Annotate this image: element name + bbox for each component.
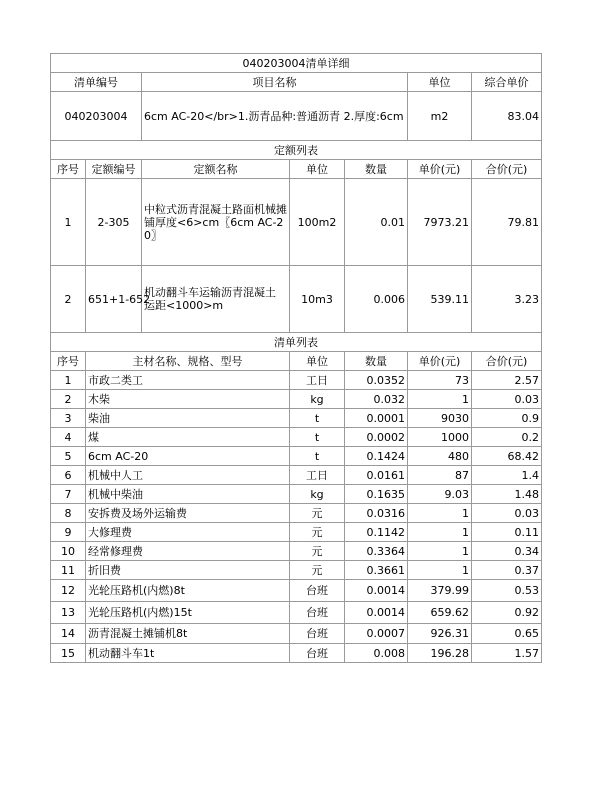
material-no: 13 [51, 602, 86, 624]
quota-price: 7973.21 [408, 179, 472, 266]
material-row [51, 504, 542, 523]
material-total: 0.53 [472, 580, 542, 602]
material-row [51, 466, 542, 485]
material-qty: 0.1424 [345, 447, 408, 466]
material-qty: 0.0161 [345, 466, 408, 485]
material-unit: 元 [290, 504, 345, 523]
material-row [51, 542, 542, 561]
material-price: 87 [408, 466, 472, 485]
material-no: 3 [51, 409, 86, 428]
material-name: 机械中人工 [86, 466, 290, 485]
material-name: 光轮压路机(内燃)15t [86, 602, 290, 624]
material-no: 11 [51, 561, 86, 580]
material-total: 0.9 [472, 409, 542, 428]
material-price: 379.99 [408, 580, 472, 602]
material-row [51, 428, 542, 447]
quota-col-no: 序号 [51, 160, 86, 179]
item-code: 040203004 [51, 92, 142, 141]
material-unit: 工日 [290, 466, 345, 485]
material-name: 光轮压路机(内燃)8t [86, 580, 290, 602]
quota-section-title: 定额列表 [51, 141, 542, 160]
material-row [51, 561, 542, 580]
table-title: 040203004清单详细 [51, 54, 542, 73]
material-total: 0.34 [472, 542, 542, 561]
quota-col-qty: 数量 [345, 160, 408, 179]
material-col-price: 单价(元) [408, 352, 472, 371]
material-price: 1 [408, 390, 472, 409]
material-col-unit: 单位 [290, 352, 345, 371]
material-no: 7 [51, 485, 86, 504]
material-no: 8 [51, 504, 86, 523]
material-total: 0.2 [472, 428, 542, 447]
material-qty: 0.1635 [345, 485, 408, 504]
material-qty: 0.0002 [345, 428, 408, 447]
material-name: 市政二类工 [86, 371, 290, 390]
quota-col-code: 定额编号 [86, 160, 142, 179]
material-row [51, 523, 542, 542]
material-unit: kg [290, 390, 345, 409]
material-price: 1 [408, 523, 472, 542]
material-col-no: 序号 [51, 352, 86, 371]
item-price: 83.04 [472, 92, 542, 141]
material-qty: 0.032 [345, 390, 408, 409]
quota-col-name: 定额名称 [142, 160, 290, 179]
material-unit: kg [290, 485, 345, 504]
item-name: 6cm AC-20</br>1.沥青品种:普通沥青 2.厚度:6cm [142, 92, 408, 141]
quota-price: 539.11 [408, 266, 472, 333]
material-price: 73 [408, 371, 472, 390]
quota-col-unit: 单位 [290, 160, 345, 179]
material-qty: 0.0014 [345, 580, 408, 602]
material-price: 1 [408, 504, 472, 523]
quota-row [51, 266, 542, 333]
material-name: 柴油 [86, 409, 290, 428]
material-total: 1.4 [472, 466, 542, 485]
material-name: 大修理费 [86, 523, 290, 542]
material-name: 机动翻斗车1t [86, 644, 290, 663]
material-qty: 0.1142 [345, 523, 408, 542]
quota-unit: 100m2 [290, 179, 345, 266]
material-unit: 台班 [290, 580, 345, 602]
header-price: 综合单价 [472, 73, 542, 92]
material-price: 1 [408, 542, 472, 561]
material-price: 9030 [408, 409, 472, 428]
material-total: 1.48 [472, 485, 542, 504]
material-qty: 0.3661 [345, 561, 408, 580]
material-row [51, 409, 542, 428]
material-name: 折旧费 [86, 561, 290, 580]
material-qty: 0.0001 [345, 409, 408, 428]
quota-code: 2-305 [86, 179, 142, 266]
material-unit: 元 [290, 523, 345, 542]
material-price: 196.28 [408, 644, 472, 663]
quota-col-total: 合价(元) [472, 160, 542, 179]
material-name: 6cm AC-20 [86, 447, 290, 466]
material-row [51, 485, 542, 504]
material-qty: 0.0014 [345, 602, 408, 624]
quota-no: 1 [51, 179, 86, 266]
material-no: 12 [51, 580, 86, 602]
header-code: 清单编号 [51, 73, 142, 92]
material-price: 9.03 [408, 485, 472, 504]
quota-total: 3.23 [472, 266, 542, 333]
material-row [51, 602, 542, 624]
material-unit: 元 [290, 561, 345, 580]
material-row [51, 624, 542, 644]
material-row [51, 644, 542, 663]
material-name: 机械中柴油 [86, 485, 290, 504]
material-unit: t [290, 428, 345, 447]
material-qty: 0.0007 [345, 624, 408, 644]
material-name: 煤 [86, 428, 290, 447]
material-unit: 台班 [290, 624, 345, 644]
material-qty: 0.3364 [345, 542, 408, 561]
material-name: 木柴 [86, 390, 290, 409]
quota-col-price: 单价(元) [408, 160, 472, 179]
material-name: 经常修理费 [86, 542, 290, 561]
material-no: 10 [51, 542, 86, 561]
material-qty: 0.008 [345, 644, 408, 663]
material-total: 0.03 [472, 390, 542, 409]
bill-detail-table [50, 53, 542, 663]
quota-unit: 10m3 [290, 266, 345, 333]
quota-qty: 0.01 [345, 179, 408, 266]
material-price: 1000 [408, 428, 472, 447]
material-unit: 台班 [290, 644, 345, 663]
quota-qty: 0.006 [345, 266, 408, 333]
material-name: 安拆费及场外运输费 [86, 504, 290, 523]
material-unit: t [290, 447, 345, 466]
material-section-title: 清单列表 [51, 333, 542, 352]
material-unit: t [290, 409, 345, 428]
material-col-name: 主材名称、规格、型号 [86, 352, 290, 371]
material-no: 6 [51, 466, 86, 485]
material-price: 926.31 [408, 624, 472, 644]
material-total: 2.57 [472, 371, 542, 390]
header-unit: 单位 [408, 73, 472, 92]
material-no: 5 [51, 447, 86, 466]
quota-no: 2 [51, 266, 86, 333]
material-qty: 0.0316 [345, 504, 408, 523]
material-total: 0.37 [472, 561, 542, 580]
material-no: 2 [51, 390, 86, 409]
material-no: 15 [51, 644, 86, 663]
material-unit: 工日 [290, 371, 345, 390]
material-no: 14 [51, 624, 86, 644]
material-name: 沥青混凝土摊铺机8t [86, 624, 290, 644]
material-no: 1 [51, 371, 86, 390]
item-unit: m2 [408, 92, 472, 141]
quota-code: 651+1-652 [86, 266, 142, 333]
material-qty: 0.0352 [345, 371, 408, 390]
material-price: 659.62 [408, 602, 472, 624]
material-no: 4 [51, 428, 86, 447]
quota-total: 79.81 [472, 179, 542, 266]
material-col-total: 合价(元) [472, 352, 542, 371]
material-price: 1 [408, 561, 472, 580]
quota-row [51, 179, 542, 266]
material-total: 0.65 [472, 624, 542, 644]
material-row [51, 447, 542, 466]
material-row [51, 390, 542, 409]
material-total: 0.92 [472, 602, 542, 624]
material-price: 480 [408, 447, 472, 466]
material-row [51, 371, 542, 390]
material-unit: 台班 [290, 602, 345, 624]
material-total: 1.57 [472, 644, 542, 663]
material-total: 0.11 [472, 523, 542, 542]
quota-name: 机动翻斗车运输沥青混凝土 运距<1000>m [142, 266, 290, 333]
material-unit: 元 [290, 542, 345, 561]
material-col-qty: 数量 [345, 352, 408, 371]
material-total: 68.42 [472, 447, 542, 466]
quota-name: 中粒式沥青混凝土路面机械摊铺厚度<6>cm〖6cm AC-20〗 [142, 179, 290, 266]
material-no: 9 [51, 523, 86, 542]
header-name: 项目名称 [142, 73, 408, 92]
material-row [51, 580, 542, 602]
material-total: 0.03 [472, 504, 542, 523]
